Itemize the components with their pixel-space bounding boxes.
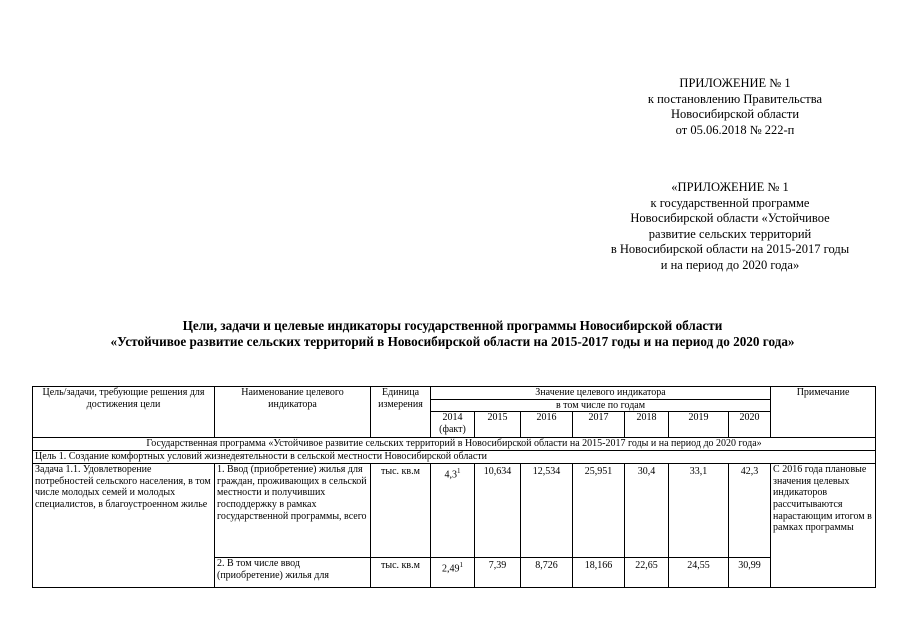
value-2018: 30,4	[625, 464, 669, 558]
appendix-decree-line: ПРИЛОЖЕНИЕ № 1	[679, 76, 791, 90]
value-2014-cell	[431, 558, 475, 588]
value-2015: 7,39	[475, 558, 521, 588]
header-year-2015: 2015	[475, 412, 521, 438]
document-title	[0, 318, 905, 350]
value-2015: 10,634	[475, 464, 521, 558]
indicator-cell: 1. Ввод (приобретение) жилья для граждан, проживающих в сельской местности и получивших господдержку в рамках государственной программы, всего	[215, 464, 371, 558]
value-2017: 18,166	[573, 558, 625, 588]
value-2014: 2,49	[442, 563, 460, 575]
value-2016: 8,726	[521, 558, 573, 588]
header-year-2017: 2017	[573, 412, 625, 438]
appendix-program-line: в Новосибирской области на 2015-2017 годы	[610, 242, 850, 256]
appendix-decree-line: Новосибирской области	[670, 107, 800, 121]
unit-cell: тыс. кв.м	[371, 558, 431, 588]
appendix-program-line: «ПРИЛОЖЕНИЕ № 1	[671, 180, 789, 194]
indicator-cell: 2. В том числе ввод (приобретение) жилья для	[215, 558, 371, 588]
value-2014: 4,3	[444, 469, 457, 481]
header-year-2014: 2014 (факт)	[431, 412, 475, 438]
header-unit: Единица измерения	[371, 387, 431, 438]
appendix-program-line: и на период до 2020 года»	[660, 257, 800, 272]
header-note: Примечание	[771, 387, 876, 438]
appendix-decree-line: от 05.06.2018 № 222-п	[675, 122, 795, 137]
value-2018: 22,65	[625, 558, 669, 588]
header-year-2019: 2019	[669, 412, 729, 438]
program-row: Государственная программа «Устойчивое развитие сельских территорий в Новосибирской области на 2015-2017 годы и на период до 2020 года»	[33, 438, 876, 451]
appendix-program-block	[565, 180, 895, 273]
appendix-program-line: к государственной программе	[650, 195, 810, 210]
task-cell: Задача 1.1. Удовлетворение потребностей сельского населения, в том числе молодых семей и молодых специалистов, в благоустроенном жилье	[33, 464, 215, 588]
header-year-2020: 2020	[729, 412, 771, 438]
appendix-program-line: развитие сельских территорий	[648, 226, 812, 241]
value-2020: 30,99	[729, 558, 771, 588]
header-by-years: в том числе по годам	[431, 399, 771, 412]
value-2016: 12,534	[521, 464, 573, 558]
document-title-line-1: Цели, задачи и целевые индикаторы государственной программы Новосибирской области	[182, 318, 723, 333]
header-year-2018: 2018	[625, 412, 669, 438]
appendix-decree-block	[600, 76, 870, 138]
footnote-mark: 1	[457, 467, 461, 476]
header-value: Значение целевого индикатора	[431, 387, 771, 400]
header-year-2016: 2016	[521, 412, 573, 438]
goal-row: Цель 1. Создание комфортных условий жизнедеятельности в сельской местности Новосибирской области	[33, 451, 876, 464]
note-cell: С 2016 года плановые значения целевых индикаторов рассчитываются нарастающим итогом в рамках программы	[771, 464, 876, 588]
appendix-program-line: Новосибирской области «Устойчивое	[630, 211, 830, 225]
document-title-line-2: «Устойчивое развитие сельских территорий в Новосибирской области на 2015-2017 годы и на период до 2020 года»	[110, 334, 795, 349]
appendix-decree-line: к постановлению Правительства	[647, 91, 823, 106]
indicators-table	[32, 386, 876, 588]
value-2019: 33,1	[669, 464, 729, 558]
unit-cell: тыс. кв.м	[371, 464, 431, 558]
value-2014-cell	[431, 464, 475, 558]
value-2019: 24,55	[669, 558, 729, 588]
header-goal: Цель/задачи, требующие решения для достижения цели	[33, 387, 215, 438]
value-2017: 25,951	[573, 464, 625, 558]
footnote-mark: 1	[459, 561, 463, 570]
header-indicator: Наименование целевого индикатора	[215, 387, 371, 438]
value-2020: 42,3	[729, 464, 771, 558]
